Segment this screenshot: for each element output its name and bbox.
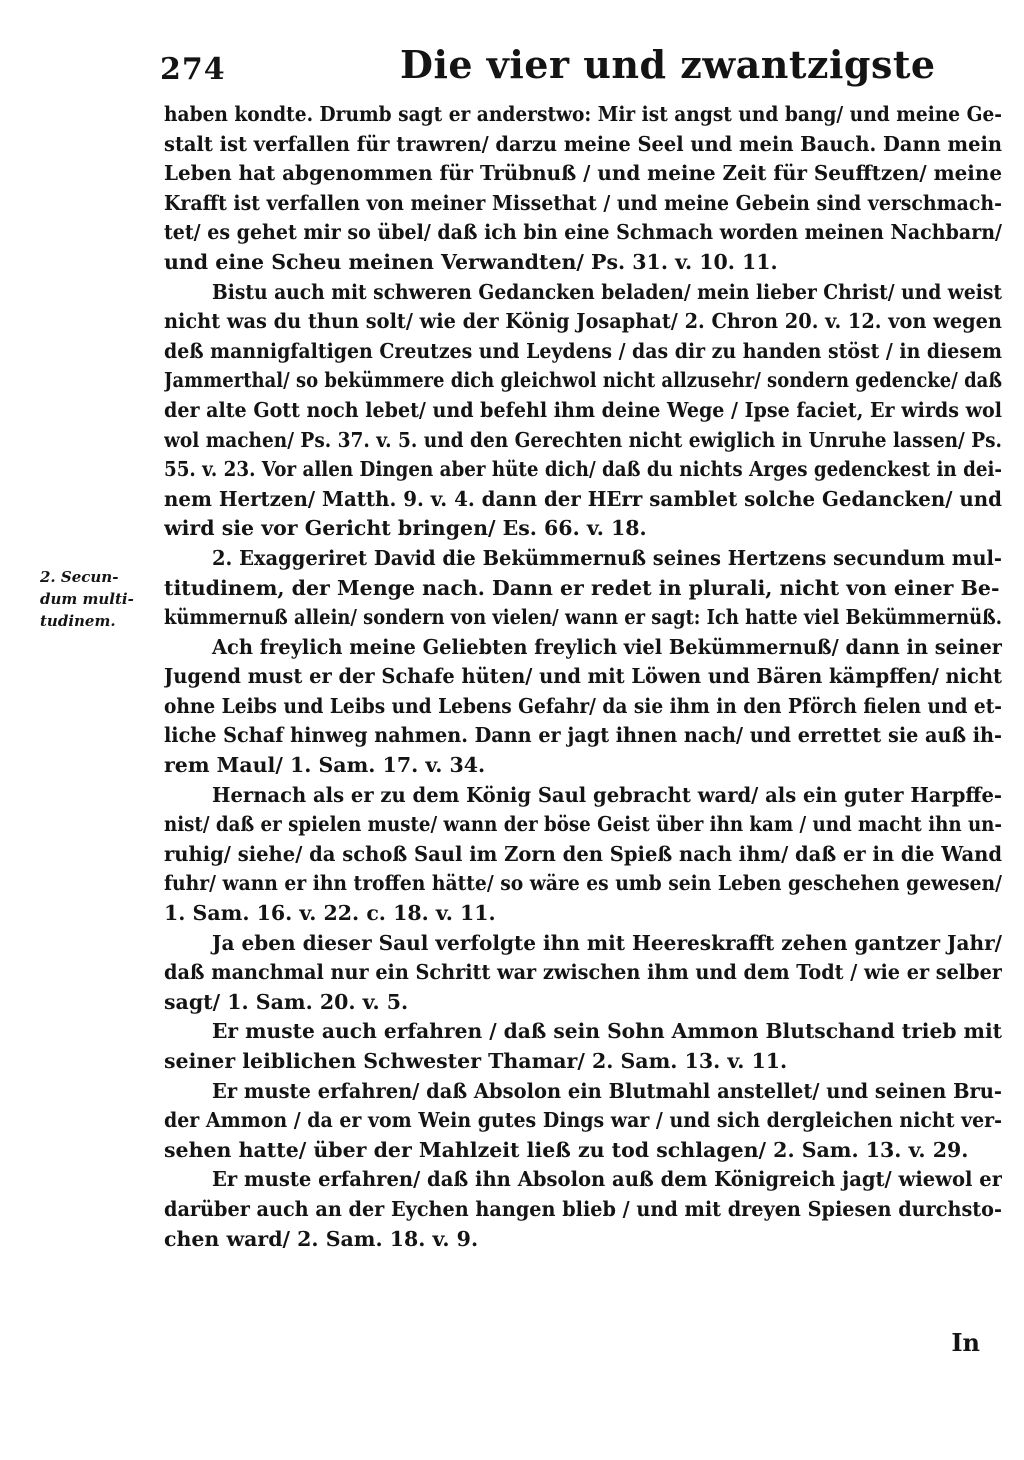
margin-note (40, 566, 158, 632)
text-line: ruhig/ siehe/ da schoß Saul im Zorn den Spieß nach ihm/ daß er in die Wand (164, 841, 1002, 866)
catchword: In (951, 1328, 980, 1357)
running-title: Die vier und zwantzigste (400, 42, 936, 87)
page-header (160, 38, 1000, 98)
text-line: daß manchmal nur ein Schritt war zwischen ihm und dem Todt / wie er selber (164, 960, 1002, 985)
text-line: Hernach als er zu dem König Saul gebracht ward/ als ein guter Harpffe- (212, 782, 1002, 807)
page-number: 274 (160, 52, 226, 87)
text-line: stalt ist verfallen für trawren/ darzu meine Seel und mein Bauch. Dann mein (164, 131, 1002, 156)
text-line: tet/ es gehet mir so übel/ daß ich bin eine Schmach worden meinen Nachbarn/ (164, 220, 1002, 245)
text-line: rem Maul/ 1. Sam. 17. v. 34. (164, 753, 486, 778)
text-line: Er muste erfahren/ daß Absolon ein Blutmahl anstellet/ und seinen Bru- (212, 1078, 1002, 1103)
text-line: kümmernuß allein/ sondern von vielen/ wann er sagt: Ich hatte viel Bekümmernüß. (164, 605, 1002, 630)
text-line: wird sie vor Gericht bringen/ Es. 66. v. 18. (164, 516, 647, 541)
text-line: nem Hertzen/ Matth. 9. v. 4. dann der HErr samblet solche Gedancken/ und (164, 486, 1002, 511)
text-line: haben kondte. Drumb sagt er anderstwo: Mir ist angst und bang/ und meine Ge- (164, 102, 1002, 126)
text-line: Bistu auch mit schweren Gedancken beladen/ mein lieber Christ/ und weist (212, 279, 1002, 304)
text-line: Ja eben dieser Saul verfolgte ihn mit Heereskrafft zehen gantzer Jahr/ (212, 930, 1002, 955)
text-line: Jugend must er der Schafe hüten/ und mit Löwen und Bären kämpffen/ nicht (164, 664, 1002, 689)
text-line: sehen hatte/ über der Mahlzeit ließ zu tod schlagen/ 2. Sam. 13. v. 29. (164, 1137, 969, 1162)
text-line: 55. v. 23. Vor allen Dingen aber hüte dich/ daß du nichts Arges gedenckest in dei- (164, 457, 1002, 482)
text-line: titudinem, der Menge nach. Dann er redet in plurali, nicht von einer Be- (164, 575, 1000, 600)
text-line: Er muste erfahren/ daß ihn Absolon auß dem Königreich jagt/ wiewol er (212, 1167, 1002, 1192)
text-line: 1. Sam. 16. v. 22. c. 18. v. 11. (164, 901, 496, 926)
text-line: Krafft ist verfallen von meiner Missethat / und meine Gebein sind verschmach- (164, 190, 1002, 215)
text-line: der Ammon / da er vom Wein gutes Dings war / und sich dergleichen nicht ver- (164, 1108, 1002, 1133)
margin-note-line: 2. Secun- (40, 568, 119, 586)
text-line: nist/ daß er spielen muste/ wann der böse Geist über ihn kam / und macht ihn un- (164, 812, 1002, 837)
text-line: seiner leiblichen Schwester Thamar/ 2. Sam. 13. v. 11. (164, 1049, 788, 1073)
text-line: der alte Gott noch lebet/ und befehl ihm deine Wege / Ipse faciet, Er wirds wol (164, 397, 1002, 422)
margin-note-line: tudinem. (40, 612, 116, 630)
text-line: deß mannigfaltigen Creutzes und Leydens / das dir zu handen stöst / in diesem (164, 338, 1002, 363)
text-line: Leben hat abgenommen für Trübnuß / und meine Zeit für Seufftzen/ meine (164, 161, 1002, 186)
text-line: liche Schaf hinweg nahmen. Dann er jagt ihnen nach/ und errettet sie auß ih- (164, 723, 1002, 748)
text-line: Er muste auch erfahren / daß sein Sohn Ammon Blutschand trieb mit (212, 1019, 1002, 1044)
text-line: nicht was du thun solt/ wie der König Josaphat/ 2. Chron 20. v. 12. von wegen (164, 309, 1002, 334)
text-line: Ach freylich meine Geliebten freylich viel Bekümmernuß/ dann in seiner (212, 634, 1002, 659)
text-line: 2. Exaggeriret David die Bekümmernuß seines Hertzens secundum mul- (212, 545, 1002, 570)
margin-note-line: dum multi- (40, 590, 134, 608)
body-text (164, 100, 1002, 1254)
text-line: und eine Scheu meinen Verwandten/ Ps. 31. v. 10. 11. (164, 249, 778, 274)
text-line: Jammerthal/ so bekümmere dich gleichwol nicht allzusehr/ sondern gedencke/ daß (164, 368, 1002, 393)
text-line: fuhr/ wann er ihn troffen hätte/ so wäre es umb sein Leben geschehen gewesen/ (164, 871, 1002, 896)
text-line: ohne Leibs und Leibs und Lebens Gefahr/ da sie ihm in den Pförch fielen und et- (164, 693, 1002, 718)
text-line: chen ward/ 2. Sam. 18. v. 9. (164, 1226, 479, 1251)
text-line: darüber auch an der Eychen hangen blieb / und mit dreyen Spiesen durchsto- (164, 1196, 1002, 1221)
text-line: sagt/ 1. Sam. 20. v. 5. (164, 989, 409, 1014)
text-line: wol machen/ Ps. 37. v. 5. und den Gerechten nicht ewiglich in Unruhe lassen/ Ps. (164, 427, 1002, 452)
